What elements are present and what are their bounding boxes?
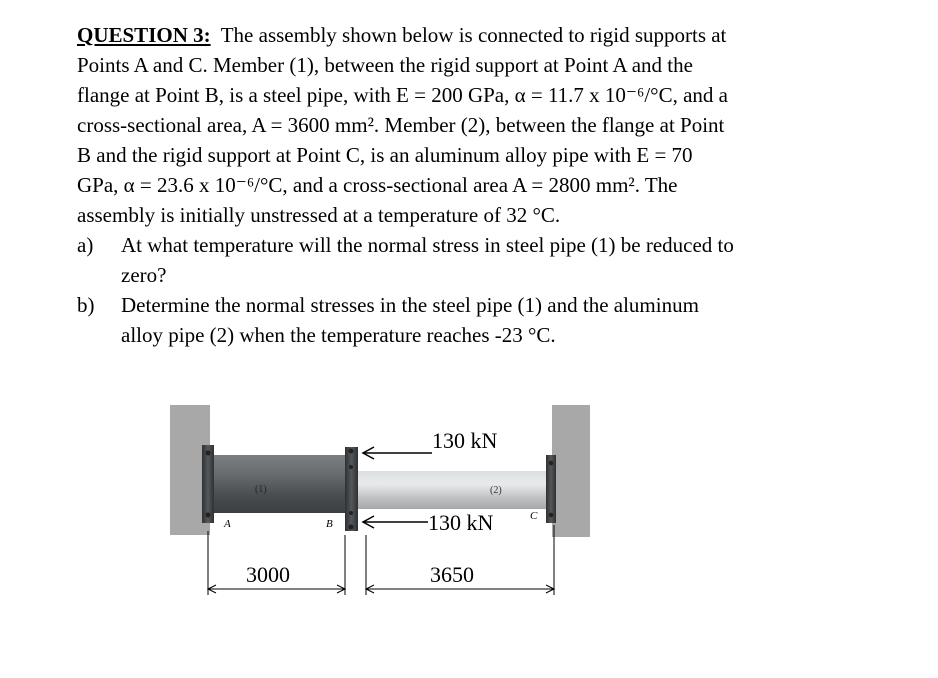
right-support <box>552 405 590 537</box>
question-line-4: cross-sectional area, A = 3600 mm². Member (2), between the flange at Point <box>77 113 725 137</box>
flange-b <box>345 447 358 531</box>
member1-label: (1) <box>255 484 267 495</box>
question-line-6: GPa, α = 23.6 x 10⁻⁶/°C, and a cross-sectional area A = 2800 mm². The <box>77 173 678 197</box>
dimension-left-label: 3000 <box>246 562 290 587</box>
question-line-7: assembly is initially unstressed at a temperature of 32 °C. <box>77 203 561 227</box>
question-text <box>77 20 877 350</box>
part-a-mark: a) <box>77 233 94 257</box>
point-c-label: C <box>530 510 538 522</box>
dimension-right-label: 3650 <box>430 562 474 587</box>
point-a-label: A <box>224 518 231 530</box>
member2-label: (2) <box>490 485 502 496</box>
question-line-1: QUESTION 3: The assembly shown below is connected to rigid supports at <box>77 23 727 47</box>
load-top-label: 130 kN <box>432 428 498 453</box>
point-b-label: B <box>326 518 333 530</box>
aluminum-pipe <box>358 471 554 509</box>
assembly-diagram <box>160 395 620 615</box>
assembly-figure <box>160 395 620 620</box>
question-line-3: flange at Point B, is a steel pipe, with E = 200 GPa, α = 11.7 x 10⁻⁶/°C, and a <box>77 83 728 107</box>
part-a-body: At what temperature will the normal stress in steel pipe (1) be reduced to zero? <box>121 233 734 287</box>
question-line-2: Points A and C. Member (1), between the rigid support at Point A and the <box>77 53 693 77</box>
part-a <box>77 230 877 290</box>
part-b-mark: b) <box>77 293 95 317</box>
steel-pipe <box>210 455 345 513</box>
question-line-5: B and the rigid support at Point C, is an aluminum alloy pipe with E = 70 <box>77 143 693 167</box>
part-b-body: Determine the normal stresses in the steel pipe (1) and the aluminum alloy pipe (2) when the temperature reaches -23 °C. <box>121 293 699 347</box>
question-label: QUESTION 3: <box>77 23 211 47</box>
part-b <box>77 290 877 350</box>
flange-a <box>202 445 214 523</box>
load-bottom-label: 130 kN <box>428 510 494 535</box>
